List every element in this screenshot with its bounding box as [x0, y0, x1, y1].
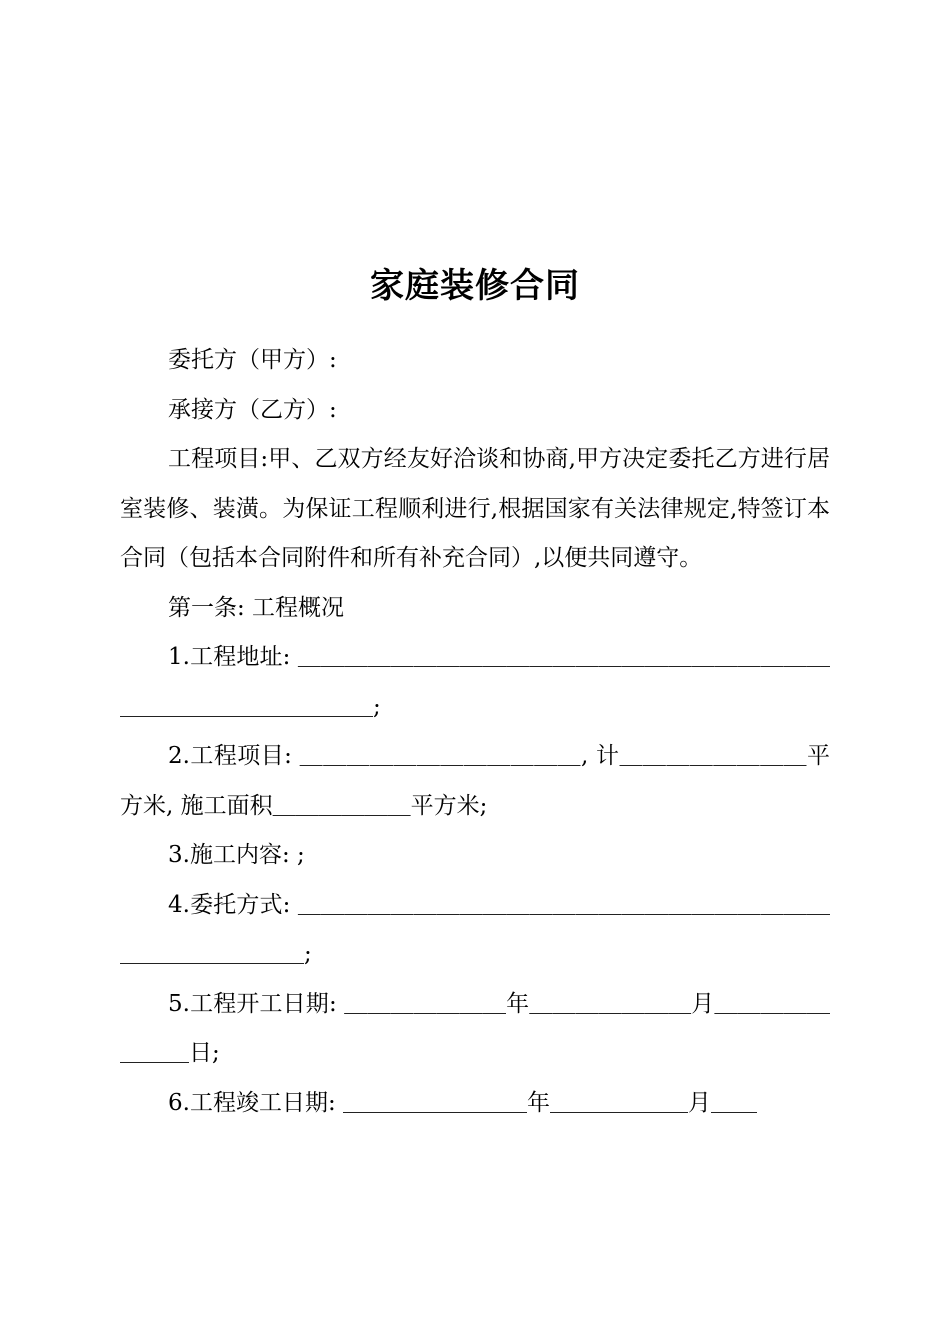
party-b-line: 承接方（乙方）:: [168, 396, 337, 423]
clause-project-items: 2.工程项目: ＿＿＿＿＿＿＿＿＿＿＿＿, 计＿＿＿＿＿＿＿＿平方米, 施工面积＿＿＿＿＿＿平方米;: [120, 743, 830, 819]
article-one-heading: 第一条: 工程概况: [168, 594, 345, 621]
clause-commission-method: 4.委托方式: ＿＿＿＿＿＿＿＿＿＿＿＿＿＿＿＿＿＿＿＿＿＿＿＿＿＿＿＿＿＿＿;: [120, 891, 830, 967]
clause-start-date: 5.工程开工日期: ＿＿＿＿＿＿＿年＿＿＿＿＿＿＿月＿＿＿＿＿＿＿＿日;: [120, 990, 830, 1066]
document-title: 家庭装修合同: [370, 266, 580, 306]
clause-construction-content: 3.施工内容: ;: [168, 842, 305, 868]
party-a-line: 委托方（甲方）:: [168, 347, 337, 373]
clause-completion-date: 6.工程竣工日期: ＿＿＿＿＿＿＿＿年＿＿＿＿＿＿月＿＿: [168, 1089, 758, 1116]
document-body: [120, 336, 830, 1128]
clause-project-address: 1.工程地址: ＿＿＿＿＿＿＿＿＿＿＿＿＿＿＿＿＿＿＿＿＿＿＿＿＿＿＿＿＿＿＿＿＿＿;: [120, 644, 830, 720]
project-intro-paragraph: 工程项目:甲、乙双方经友好洽谈和协商,甲方决定委托乙方进行居室装修、装潢。为保证工程顺利进行,根据国家有关法律规定,特签订本合同（包括本合同附件和所有补充合同）,以便共同遵守。: [120, 446, 830, 571]
